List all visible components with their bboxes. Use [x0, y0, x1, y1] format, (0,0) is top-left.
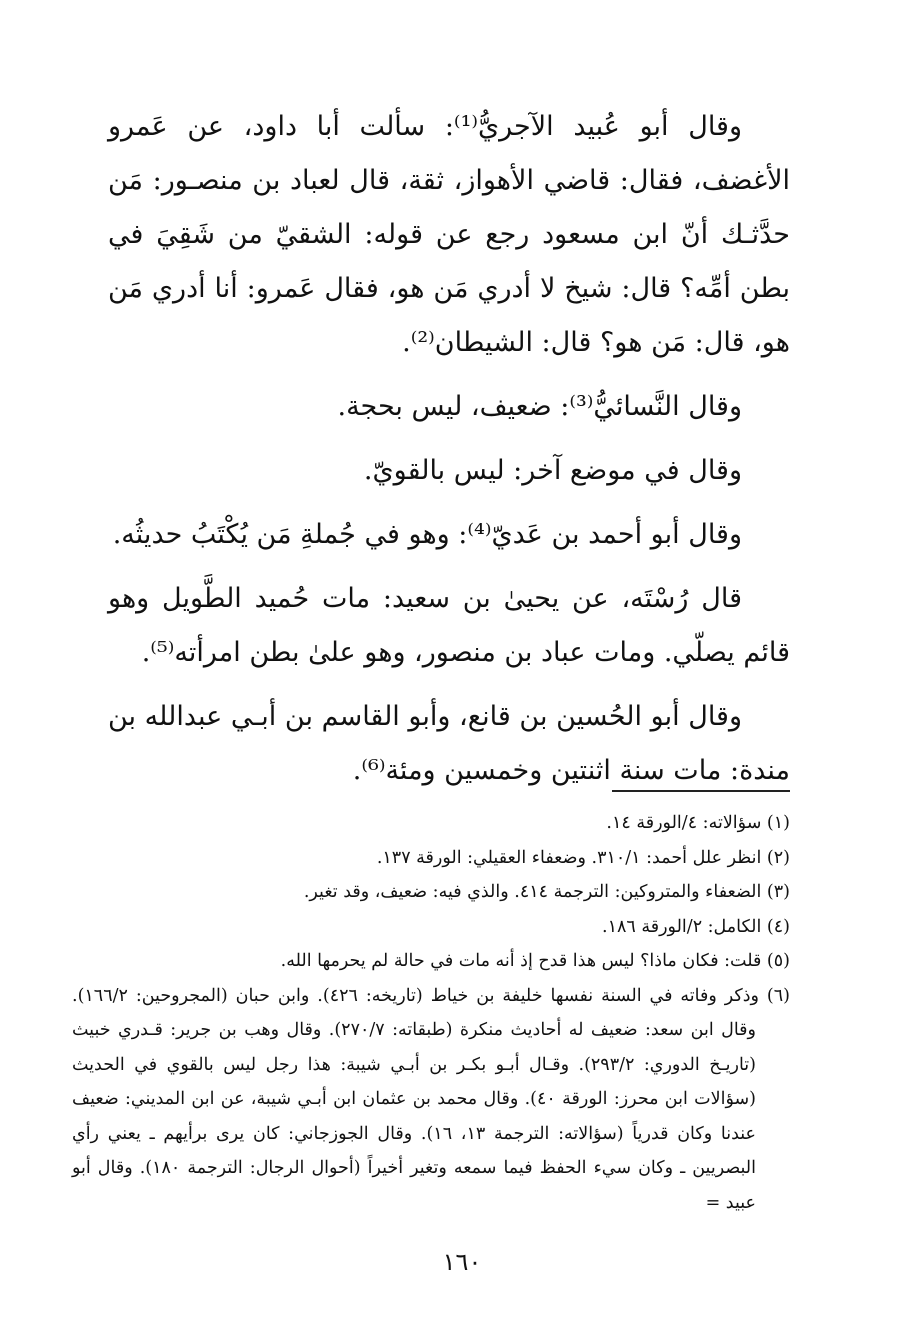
paragraph: قال رُسْتَه، عن يحيىٰ بن سعيد: مات حُميد الطَّويل وهو قائم يصلّي. ومات عباد بن منصور، وهو علىٰ بطن امرأته⁽⁵⁾. — [108, 583, 790, 668]
footnote: (٣) الضعفاء والمتروكين: الترجمة ٤١٤. والذي فيه: ضعيف، وقد تغير. — [303, 882, 790, 902]
footnotes — [72, 806, 790, 1220]
footnote: (٥) قلت: فكان ماذا؟ ليس هذا قدح إذ أنه مات في حالة لم يحرمها الله. — [280, 951, 790, 971]
paragraph: وقال أبو الحُسين بن قانع، وأبو القاسم بن أبـي عبدالله بن مندة: مات سنة اثنتين وخمسين ومئة⁽⁶⁾. — [108, 701, 790, 786]
footnote: (٦) وذكر وفاته في السنة نفسها خليفة بن خياط (تاريخه: ٤٢٦). وابن حبان (المجروحين: ١٦٦/٢). وقال ابن سعد: ضعيف له أحاديث منكرة (طبقاته: ٢٧٠/٧). وقال وهب بن جرير: قـدري خبيث (تاريـخ الدوري: ٢٩٣/٢). وقـال أبـو بكـر بن أبـي شيبة: هذا رجل ليس بالقوي في الحديث (سؤالات ابن محرز: الورقة ٤٠). وقال محمد بن عثمان ابن أبـي شيبة، عن ابن المديني: ضعيف عندنا وكان قدرياً (سؤالاته: الترجمة ١٣، ١٦). وقال الجوزجاني: كان يرى برأيهم ـ يعني رأي البصريين ـ وكان سيء الحفظ فيما سمعه وتغير أخيراً (أحوال الرجال: الترجمة ١٨٠). وقال أبو عبيد = — [72, 985, 790, 1213]
page-number: ١٦٠ — [442, 1248, 482, 1276]
footnote: (٤) الكامل: ٢/الورقة ١٨٦. — [602, 916, 790, 937]
paragraph: وقال النَّسائيُّ⁽³⁾: ضعيف، ليس بحجة. — [337, 391, 742, 422]
paragraph: وقال في موضع آخر: ليس بالقويّ. — [363, 455, 742, 486]
footnote: (٢) انظر علل أحمد: ٣١٠/١. وضعفاء العقيلي: الورقة ١٣٧. — [376, 847, 790, 868]
paragraph: وقال أبو عُبيد الآجريُّ⁽¹⁾: سألت أبا داود، عن عَمرو الأغضف، فقال: قاضي الأهواز، ثقة، قال لعباد بن منصـور: مَن حدَّثـك أنّ ابن مسعود رجع عن قوله: الشقيّ من شَقِيَ في بطن أمِّه؟ قال: شيخ لا أدري مَن هو، فقال عَمرو: أنا أدري مَن هو، قال: مَن هو؟ قال: الشيطان⁽²⁾. — [108, 111, 790, 358]
footnote: (١) سؤالاته: ٤/الورقة ١٤. — [606, 813, 790, 833]
main-text — [108, 100, 790, 798]
footnote-separator — [612, 790, 790, 792]
paragraph: وقال أبو أحمد بن عَديّ⁽⁴⁾: وهو في جُملةِ مَن يُكْتَبُ حديثُه. — [112, 519, 742, 550]
